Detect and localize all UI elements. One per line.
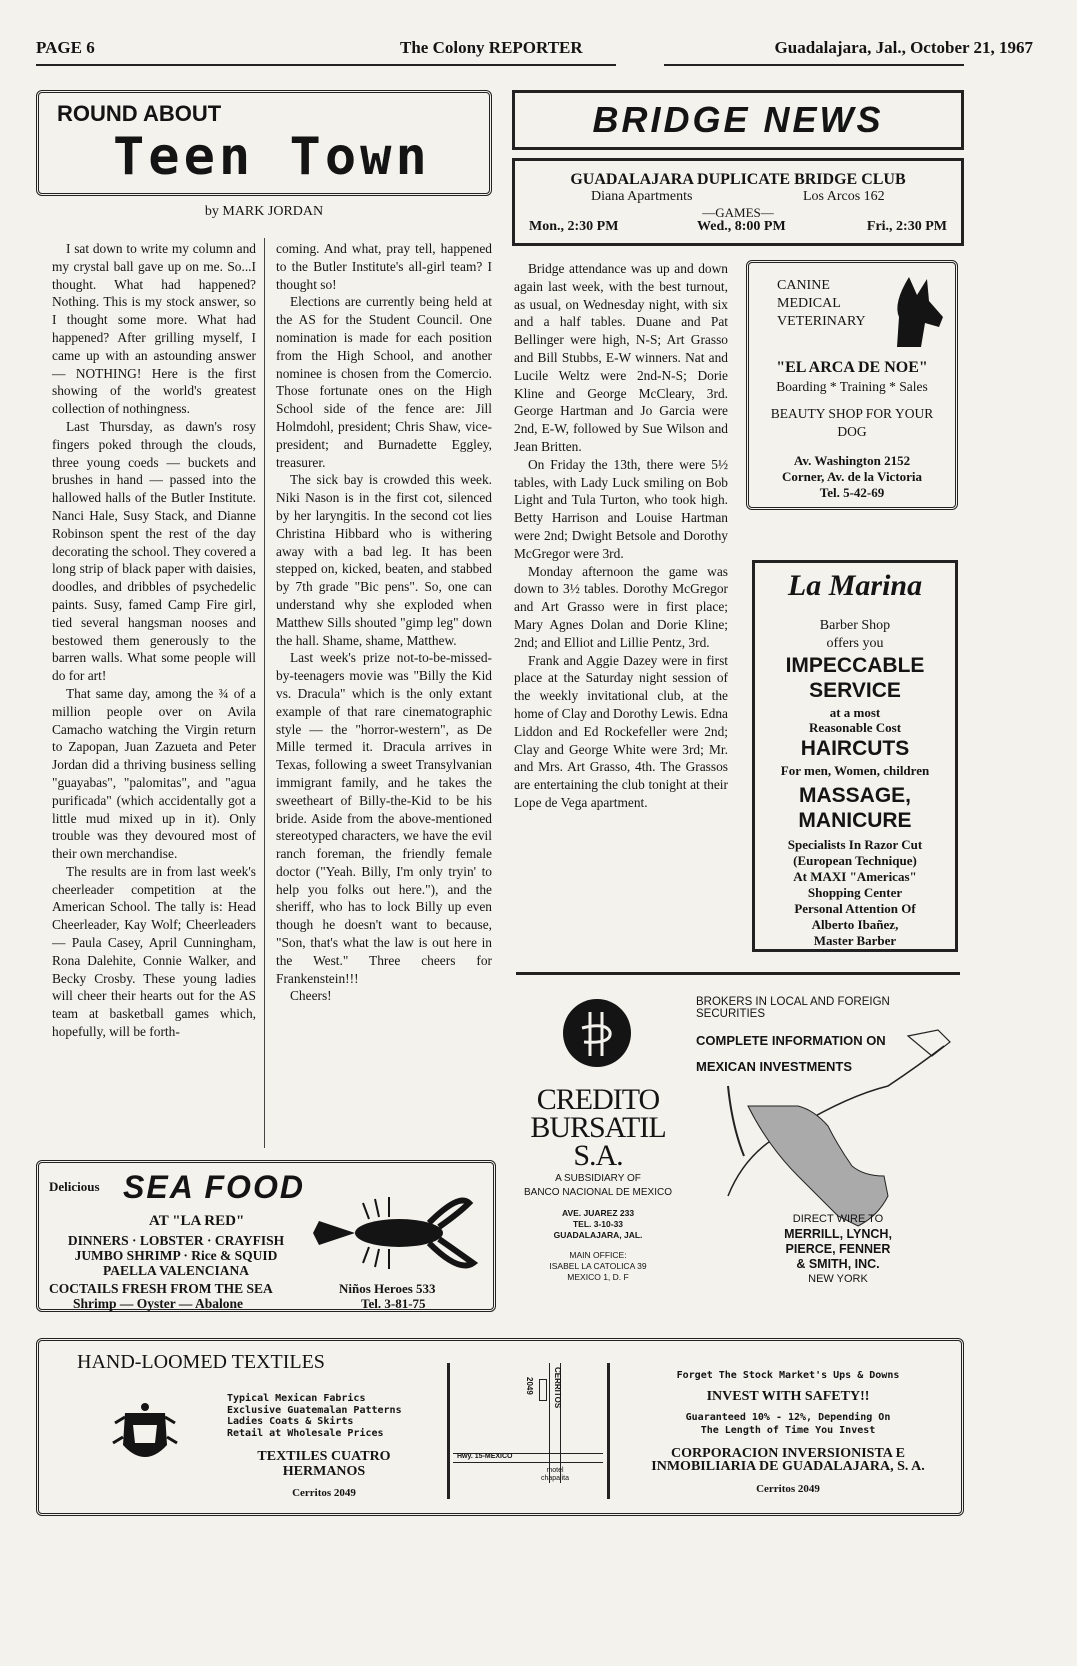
paragraph: Cheers! [290,988,332,1004]
paragraph: On Friday the 13th, there were 5½ tables, with Lady Luck smiling on Bob Light and Tula Turton, who took high. Betty Harrison and Louise Hartman were 2nd; Dwight Betsole and Dorothy McGregor were 3rd. [514,456,728,561]
bridge-club-box [512,158,964,246]
credito-logo-icon [562,998,632,1068]
games-label: —GAMES— [702,205,774,220]
motel-line: chapalita [540,1475,570,1482]
menu-line: COCTAILS FRESH FROM THE SEA [49,1281,273,1296]
street-label: CERRITOS [553,1367,562,1409]
column-divider [264,238,265,1148]
canine-ad [746,260,958,510]
byline: by MARK JORDAN [204,204,324,219]
direct-wire [720,1212,956,1287]
game-time: Mon., 2:30 PM [529,219,619,234]
wire-line: DIRECT WIRE TO [792,1213,884,1225]
detail-line: Personal Attention Of [794,901,916,916]
paragraph: coming. And what, pray tell, happened to the Butler Institute's all-girl team? I thought so! [276,241,492,292]
kennel-address [749,453,955,501]
cost-line: at a most [829,705,881,720]
ad-rule [516,972,960,975]
barber-cost [755,705,955,735]
paragraph: Last week's prize not-to-be-missed-by-teenagers movie was "Billy the Kid vs. Dracula" which is the only extant example of that rare cinematographic style — the "horror-western", as De Mille termed it. Dracula arrives in Texas, following a sweet Transylvanian immigrant family, and he takes the sweetheart of Billy-the-Kid to be his bride. Aside from the above-mentioned stereotyped characters, we have the evil ranch foreman, the friendly female doctor ("Yeah. Billy, I'm only tryin' to help you folks out here."), and the sheriff, who has to lock Billy up even though he doesn't want to because, "Son, that's what the law is out here in the West." Three cheers for Frankenstein!!! [276,650,492,986]
paragraph: Frank and Aggie Dazey were in first place at the Saturday night session of the weekly invitational club, at the home of Clay and Dorothy Lewis. Edna Liddon and Ed Rockefeller were 2nd; Clay and George White were 3rd; Mr. and Mrs. Art Grasso, 4th. The Grassos are entertaining the club tonight at their Lope de Vega apartment. [514,652,728,810]
paragraph: That same day, among the ¾ of a million people over on Avila Camacho watching the Virgin return to Zapopan, Juan Zazueta and Peter Jordan did a thriving business selling "guayabas", "palomitas", and "agua purificada" (which accidentally got a little mud mixed up in it). Only trouble was they devoured most of their own merchandise. [52,685,256,862]
newspaper-name: The Colony REPORTER [400,38,583,57]
paragraph: Monday afternoon the game was down to 3½ tables. Dorothy McGregor and Art Grasso were in first place; Mary Agnes Dolan and Dorie Kline; 2nd; and Elliot and Lillie Pentz, 3rd. [514,563,728,650]
seafood-address [339,1281,436,1311]
headline-line: MANICURE [798,809,912,832]
club-name: GUADALAJARA DUPLICATE BRIDGE CLUB [570,171,906,188]
detail-line: Specialists In Razor Cut [787,837,923,852]
headline-line: MASSAGE, [798,784,911,807]
paragraph: The sick bay is crowded this week. Niki Nason is in the first cot, silenced by her laryngitis. In the second cot lies Christina Hibbard who is withering away with a bad leg. It has been stepped on, kicked, beaten, and stabbed by 7th grade "Bic pens". So, one can understand why she exploded when Matthew Sills shouted "gimp leg" down the hall. Shame, shame, Matthew. [276,472,492,648]
cocktails [49,1281,273,1311]
banner-divider [447,1363,450,1499]
invest-line: The Length of Time You Invest [700,1425,876,1436]
mexico-map-icon [688,1026,960,1236]
textile-line: Ladies Coats & Skirts [227,1416,354,1427]
invest-headline: INVEST WITH SAFETY!! [706,1389,870,1404]
invest-ad [615,1369,961,1496]
address-line: Niños Heroes 533 [339,1281,436,1296]
wire-line: PIERCE, FENNER [785,1242,891,1256]
wire-line: NEW YORK [808,1273,868,1285]
canine-line: VETERINARY [777,314,866,329]
brokers-line: BROKERS IN LOCAL AND FOREIGN SECURITIES [696,996,890,1020]
barber-details [755,837,955,949]
teen-column-1 [52,240,256,1041]
club-address: Los Arcos 162 [803,189,885,204]
canine-heading [777,277,866,331]
bridge-column [514,260,728,812]
address-line: GUADALAJARA, JAL. [553,1230,643,1240]
paragraph: The results are in from last week's cheerleader competition at the American School. The tally is: Head Cheerleader, Kay Wolf; Cheerleaders — Paula Casey, April Cunningham, Rona Dalehite, Connie Walker, and Becky Crosby. These young ladies will cheer their hearts out for the AS team at basketball games which, hopefully, will be forth- [52,863,256,1040]
name-line: HERMANOS [282,1464,366,1479]
wire-line: MERRILL, LYNCH, [784,1227,892,1241]
barber-clients: For men, Women, children [780,763,930,778]
game-time: Fri., 2:30 PM [866,219,947,234]
name-line: CREDITO [536,1083,660,1116]
textiles-address: Cerritos 2049 [292,1487,356,1499]
building-marker [539,1379,547,1401]
detail-line: (European Technique) [793,853,917,868]
credito-name [516,1083,680,1172]
paragraph: I sat down to write my column and my crystal ball gave up on me. So...I thought. What had happened? Nothing. This is my stock answer, so I thought some more. What had happened? After grilling myself, I came up with an astounding answer — NOTHING! Here is the first showing of the world's greatest collection of nothingness. [52,241,256,417]
street-label: Hwy. 15-MEXICO [457,1453,513,1460]
address-line: TEL. 3-10-33 [572,1219,624,1229]
banner-divider [607,1363,610,1499]
textile-list [227,1393,402,1439]
motel-label [533,1467,577,1483]
teen-town-header-box [36,90,492,196]
delicious-label: Delicious [49,1179,100,1194]
location-map [453,1363,603,1499]
company-line: INMOBILIARIA DE GUADALAJARA, S. A. [651,1459,925,1474]
detail-line: Alberto Ibañez, [811,917,899,932]
address-line: Av. Washington 2152 [793,453,911,468]
teen-column-2 [276,240,492,1005]
motel-line: motel [546,1467,564,1474]
beauty-shop: BEAUTY SHOP FOR YOUR DOG [770,406,934,439]
textile-line: Typical Mexican Fabrics [227,1393,366,1404]
building-number: 2049 [525,1377,534,1395]
bridge-title: BRIDGE NEWS [592,99,884,140]
subsidiary-line: BANCO NACIONAL DE MEXICO [524,1187,672,1198]
subtitle-line: Barber Shop [819,618,891,633]
paragraph: Bridge attendance was up and down again last week, with the best turnout, as usual, on Wednesday night, with six and a half tables. Duane and Pat Bellinger were high, N-S; Art Grasso and Bill Stubbs, E-W winners. Nat and Lucile Weltz were 2nd-N-S; Dorie Kline and George McCleary, 3rd. George Hartman and Jo Garcia were 2nd, E-W, followed by Sue Wilson and Jean Britten. [514,261,728,454]
haircuts: HAIRCUTS [800,737,910,760]
bottom-banner [36,1338,964,1516]
info-line: COMPLETE INFORMATION ON [696,1033,886,1048]
kennel-name: "EL ARCA DE NOE" [776,359,928,376]
barber-headline [755,653,955,703]
detail-line: Shopping Center [807,885,903,900]
credito-address [516,1208,680,1241]
la-marina-ad [752,560,958,952]
canine-line: MEDICAL [777,296,841,311]
headline-line: SERVICE [809,679,901,702]
cost-line: Reasonable Cost [808,720,902,735]
column-title: Teen Town [113,127,431,187]
textiles-name [219,1449,429,1479]
invest-address: Cerritos 2049 [756,1483,820,1495]
main-office [516,1250,680,1283]
kennel-services: Boarding * Training * Sales [776,379,928,394]
paragraph: Last Thursday, as dawn's rosy fingers poked through the clouds, three young coeds — buckets and brushes in hand — passed into the hallowed halls of the Butler Institute. Nanci Hale, Susy Stack, and Dianne Robinson spent the rest of the day decorating the school. They covered a long strip of black paper with daisies, doodles, and dribbles of psychedelic paints. Susy, famed Camp Fire girl, tied several hangsman nooses and bestowed them generously to the barren walls. What some people will do for art! [52,418,256,684]
invest-line: Forget The Stock Market's Ups & Downs [676,1370,900,1381]
club-location: Diana Apartments [591,189,693,204]
header-rule [36,64,616,66]
headline-line: IMPECCABLE [785,654,925,677]
address-line: Corner, Av. de la Victoria [781,469,923,484]
detail-line: Master Barber [813,933,897,948]
massage-manicure [755,783,955,833]
credito-bursatil-ad [516,982,962,1312]
paragraph: Elections are currently being held at the AS for the Student Council. One nomination is made for each position from the High School, and another nominee is chosen from the Comercio. Those fortunate ones on the High School side of the fence are: Jill Holmdohl, president; Chris Shaw, vice-president; and Burnadette Eggley, treasurer. [276,294,492,470]
crest-icon [109,1403,181,1473]
subsidiary-line: A SUBSIDIARY OF [555,1173,641,1184]
info-line: MEXICAN INVESTMENTS [696,1059,853,1074]
menu-line: Shrimp — Oyster — Abalone [73,1296,244,1311]
wire-line: & SMITH, INC. [796,1257,880,1271]
sea-food-title: SEA FOOD [123,1169,305,1205]
invest-line: Guaranteed 10% - 12%, Depending On [685,1412,891,1423]
office-line: MEXICO 1, D. F [567,1272,629,1282]
dog-head-icon [889,277,945,347]
menu-items [45,1233,307,1278]
lobster-icon [309,1183,479,1275]
office-line: MAIN OFFICE: [569,1250,627,1260]
sea-food-ad [36,1160,496,1312]
name-line: S.A. [573,1139,623,1172]
barber-subtitle [755,617,955,653]
textiles-title: HAND-LOOMED TEXTILES [77,1351,325,1373]
subtitle-line: offers you [826,636,884,651]
office-line: ISABEL LA CATOLICA 39 [549,1261,647,1271]
subsidiary [516,1172,680,1200]
game-time: Wed., 8:00 PM [697,219,786,234]
page-number: PAGE 6 [36,38,95,57]
canine-line: CANINE [777,278,830,293]
header-rule [664,64,964,66]
menu-line: DINNERS · LOBSTER · CRAYFISH [67,1233,285,1248]
barber-name: La Marina [787,569,923,602]
name-line: TEXTILES CUATRO [257,1449,391,1464]
menu-line: PAELLA VALENCIANA [103,1263,249,1278]
menu-line: JUMBO SHRIMP · Rice & SQUID [74,1248,278,1263]
dateline: Guadalajara, Jal., October 21, 1967 [774,38,1033,57]
column-kicker: ROUND ABOUT [57,101,222,126]
textile-line: Retail at Wholesale Prices [227,1427,384,1439]
bridge-news-header [512,90,964,150]
address-line: AVE. JUAREZ 233 [561,1208,635,1218]
restaurant-name: AT "LA RED" [149,1213,245,1229]
textile-line: Exclusive Guatemalan Patterns [227,1404,402,1416]
telephone: Tel. 3-81-75 [361,1296,426,1311]
company-line: CORPORACION INVERSIONISTA E [671,1446,905,1461]
telephone: Tel. 5-42-69 [819,485,885,500]
detail-line: At MAXI "Americas" [793,869,917,884]
name-line: BURSATIL [530,1111,666,1144]
